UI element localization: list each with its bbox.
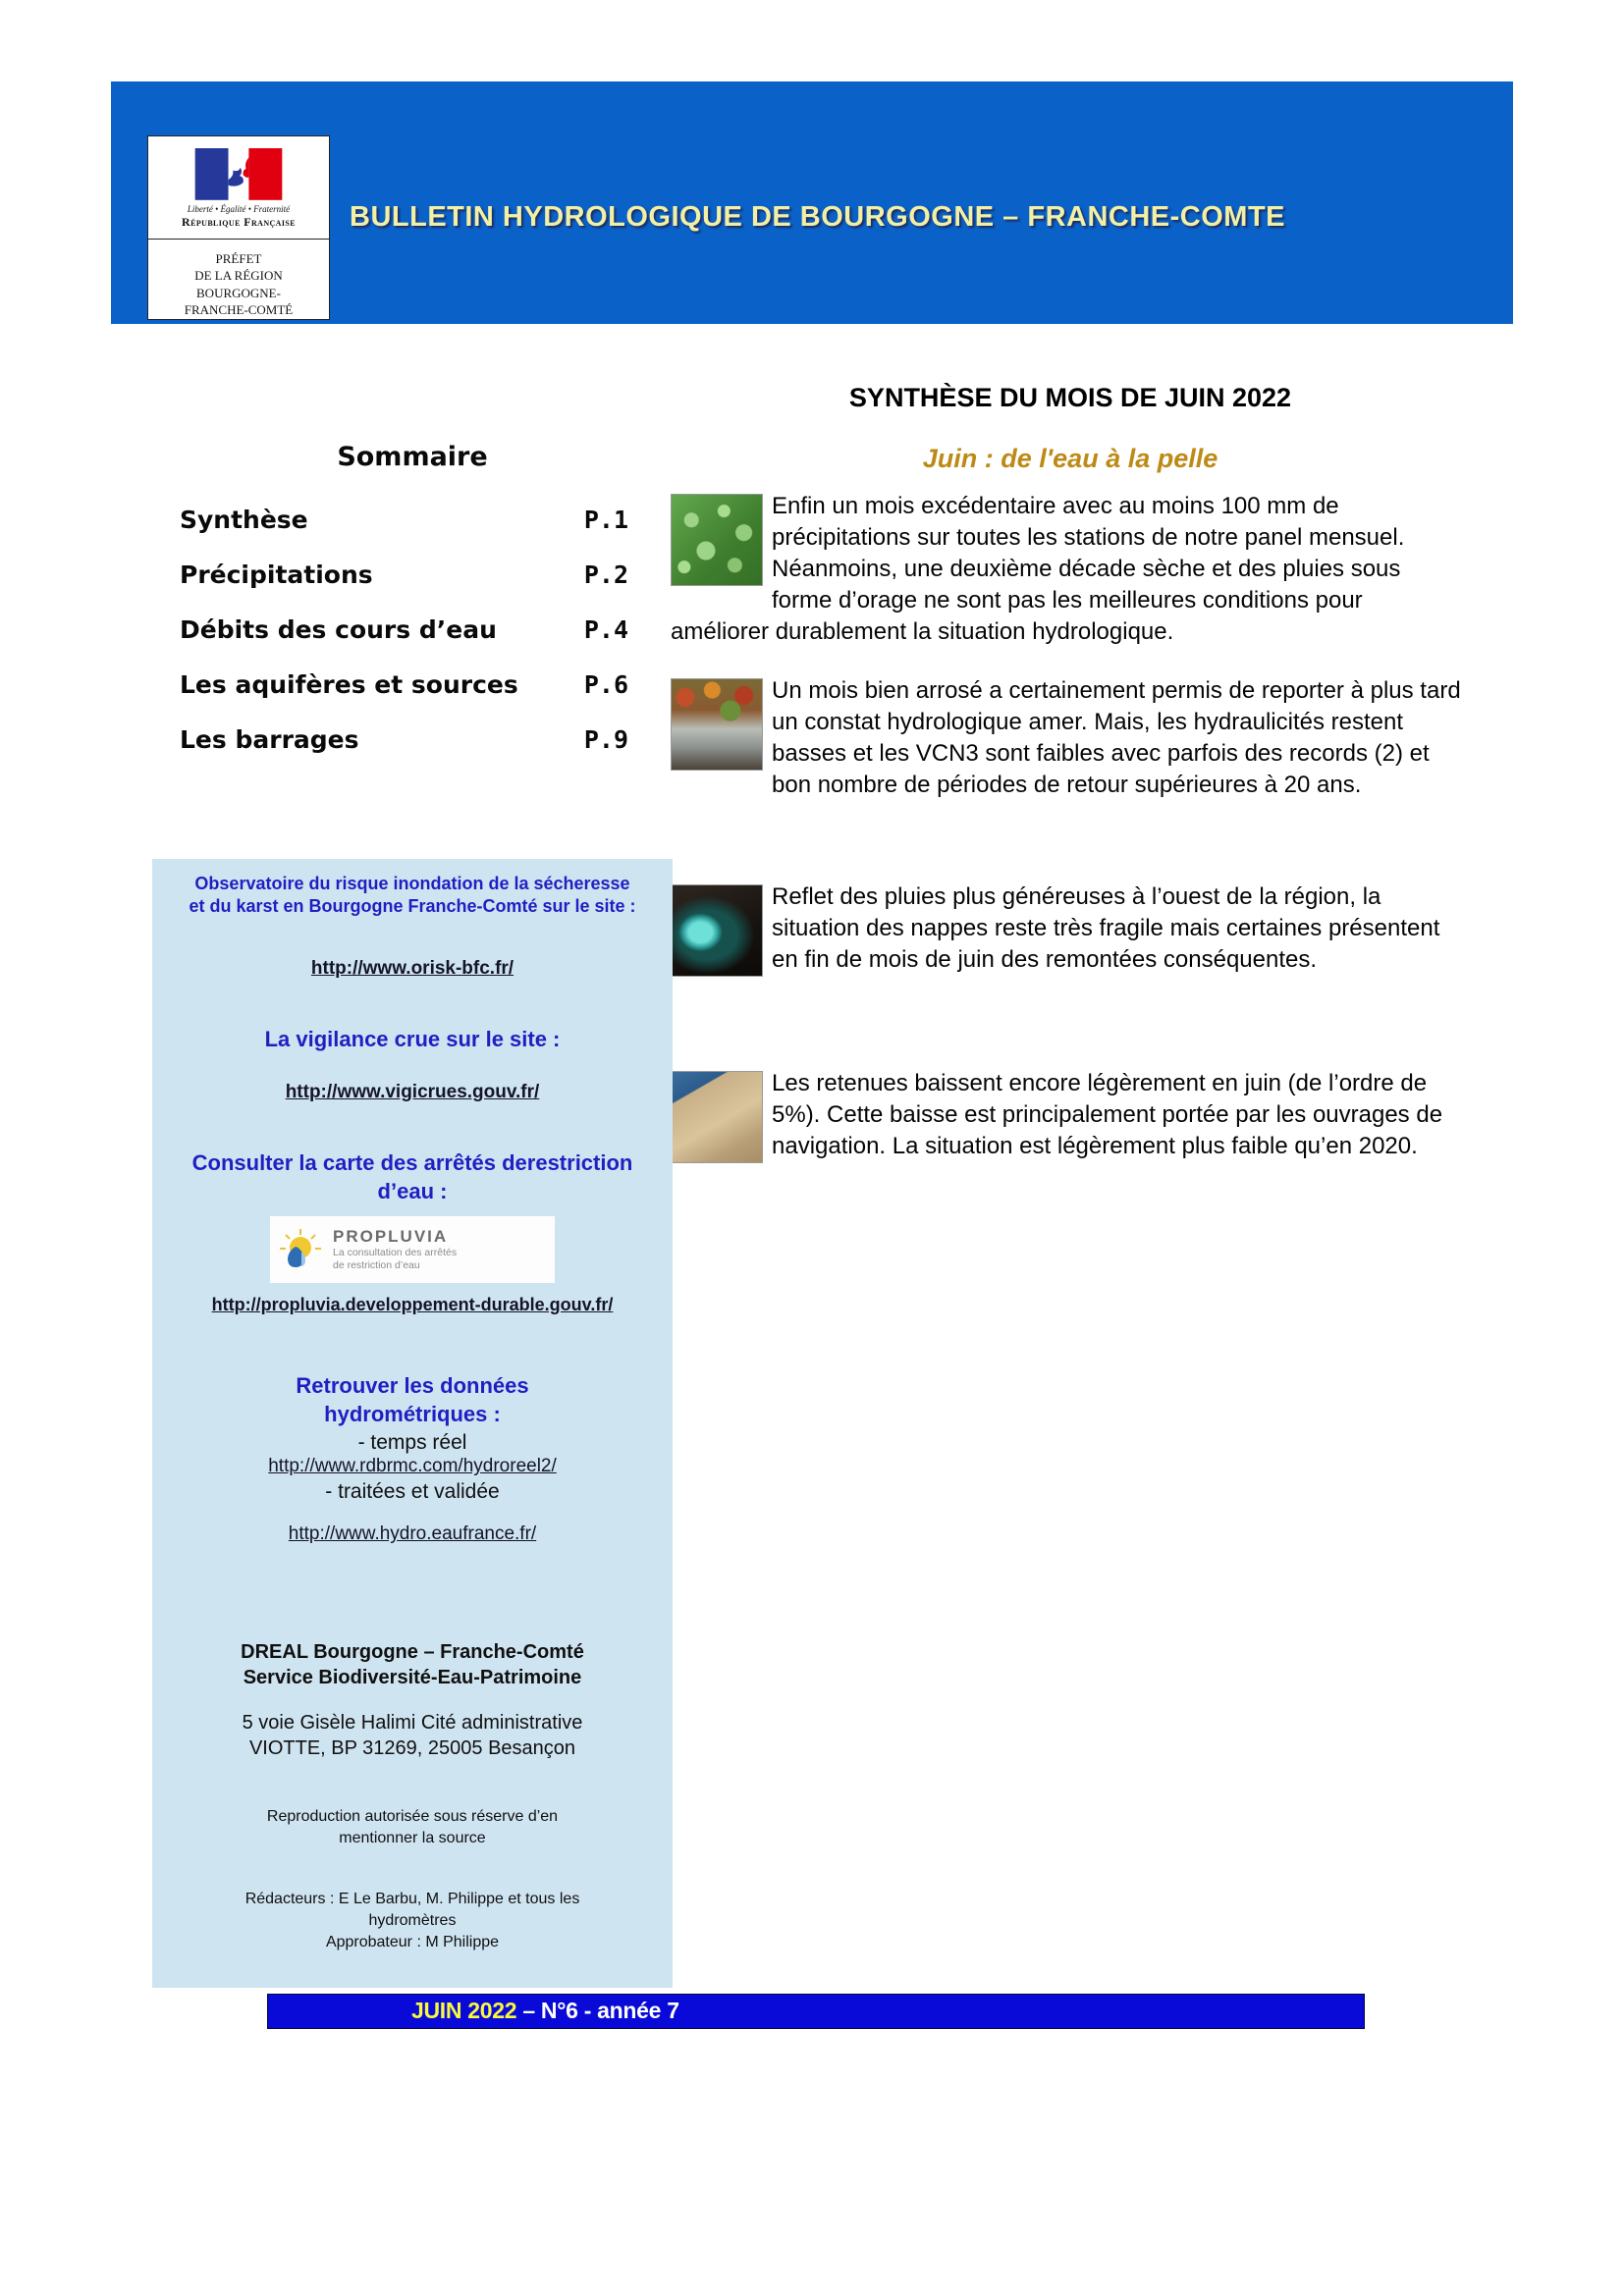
paragraph-text: Enfin un mois excédentaire avec au moins 100 mm de précipitations sur toutes les stations de notre panel mensuel. Néanmoins, une deuxième décade sèche et des pluies sous forme d’orage ne sont pas les meilleures conditions pour améliorer durablement la situation hydrologique. [671, 493, 1405, 645]
address-line: VIOTTE, BP 31269, 25005 Besançon [248, 1737, 576, 1760]
hydroreel-link[interactable]: http://www.rdbrmc.com/hydroreel2/ [268, 1456, 557, 1477]
paragraph-text: Un mois bien arrosé a certainement permis de reporter à plus tard un constat hydrologique amer. Mais, les hydraulicités restent basses et les VCN3 sont faibles avec parfois des records (2) et bon nombre de périodes de retour supérieures à 20 ans. [772, 677, 1461, 798]
paragraph-text: Reflet des pluies plus généreuses à l’ouest de la région, la situation des nappes reste très fragile mais certaines présentent en fin de mois de juin des remontées conséquentes. [772, 883, 1440, 973]
vigicrues-link[interactable]: http://www.vigicrues.gouv.fr/ [285, 1081, 540, 1102]
logo-motto: Liberté • Égalité • Fraternité [187, 203, 291, 214]
karst-cave-image [671, 884, 763, 977]
propluvia-name: PROPLUVIA [333, 1227, 449, 1247]
address-line: 5 voie Gisèle Halimi Cité administrative [242, 1712, 583, 1735]
propluvia-tagline: La consultation des arrêtés [333, 1247, 458, 1259]
paragraph-barrages [671, 1068, 1461, 1167]
sommaire-heading: Sommaire [337, 442, 488, 472]
prefect-line: FRANCHE-COMTÉ [184, 302, 294, 318]
footer-issue-number: – N°6 - année 7 [516, 1998, 679, 2023]
dam-image [671, 1071, 763, 1163]
sidebar-info-box [152, 859, 673, 1988]
dreal-block [152, 1639, 673, 1690]
sommaire-item-debits[interactable] [180, 615, 628, 670]
sommaire-item-label: Débits des cours d’eau [180, 615, 497, 644]
sommaire-item-page: P.2 [583, 561, 628, 589]
reproduction-note: Reproduction autorisée sous réserve d’en mentionner la source [266, 1808, 559, 1846]
sommaire-item-page: P.6 [583, 670, 628, 699]
footer-issue-text [411, 1995, 679, 2027]
paragraph-precipitations [671, 491, 1461, 648]
paragraph-nappes [671, 881, 1461, 981]
dreal-service: Service Biodiversité-Eau-Patrimoine [243, 1667, 582, 1689]
orisk-link[interactable]: http://www.orisk-bfc.fr/ [310, 957, 514, 979]
observatory-heading: Observatoire du risque inondation de la sécheresse et du karst en Bourgogne Franche-Comté sur le site : [189, 874, 636, 917]
restriction-heading: Consulter la carte des arrêtés derestriction d’eau : [191, 1149, 633, 1204]
sommaire-item-label: Les aquifères et sources [180, 670, 518, 699]
vigilance-heading: La vigilance crue sur le site : [264, 1026, 561, 1051]
sommaire-item-page: P.9 [583, 725, 628, 754]
propluvia-text [333, 1227, 457, 1272]
paragraph-text: Les retenues baissent encore légèrement en juin (de l’ordre de 5%). Cette baisse est principalement portée par les ouvrages de navigation. La situation est légèrement plus faible qu’en 2020. [772, 1070, 1443, 1159]
hydro-data-heading: Retrouver les données hydrométriques : [296, 1373, 529, 1426]
address-block [152, 1710, 673, 1761]
sommaire-item-aquiferes[interactable] [180, 670, 628, 725]
validated-label: - traitées et validée [325, 1480, 500, 1504]
paragraph-debits [671, 675, 1461, 801]
eaufrance-link[interactable]: http://www.hydro.eaufrance.fr/ [288, 1523, 537, 1545]
sommaire-item-label: Synthèse [180, 506, 308, 534]
editors-line: Rédacteurs : E Le Barbu, M. Philippe et tous les hydromètres [244, 1890, 580, 1929]
sommaire-list [180, 506, 628, 780]
sommaire-item-page: P.1 [583, 506, 628, 534]
sommaire-item-page: P.4 [583, 615, 628, 644]
propluvia-link[interactable]: http://propluvia.developpement-durable.gouv.fr/ [211, 1295, 614, 1315]
misty-river-image [671, 678, 763, 771]
leaf-raindrops-image [671, 494, 763, 586]
approver-line: Approbateur : M Philippe [325, 1934, 500, 1951]
propluvia-logo[interactable] [270, 1216, 555, 1283]
prefect-line: PRÉFET [215, 250, 262, 266]
republique-francaise-logo [147, 135, 330, 320]
marianne-flag-icon [192, 148, 285, 200]
prefect-line: BOURGOGNE- [196, 285, 281, 300]
bulletin-title: BULLETIN HYDROLOGIQUE DE BOURGOGNE – FRANCHE-COMTE [350, 201, 1286, 233]
logo-prefect-block [185, 250, 294, 319]
propluvia-sun-drop-icon [278, 1227, 323, 1272]
dreal-name: DREAL Bourgogne – Franche-Comté [241, 1641, 584, 1664]
logo-divider [148, 239, 329, 240]
sommaire-item-synthese[interactable] [180, 506, 628, 561]
footer-issue-bar [267, 1994, 1365, 2029]
header-band [111, 81, 1513, 324]
synthesis-heading: SYNTHÈSE DU MOIS DE JUIN 2022 [848, 383, 1292, 412]
sommaire-item-label: Précipitations [180, 561, 373, 589]
synthesis-subheading: Juin : de l'eau à la pelle [922, 444, 1218, 473]
realtime-label: - temps réel [357, 1431, 467, 1455]
sommaire-item-label: Les barrages [180, 725, 359, 754]
logo-republic: République Française [182, 214, 296, 229]
sommaire-item-precipitations[interactable] [180, 561, 628, 615]
editors-block [201, 1889, 623, 1954]
footer-issue-month: JUIN 2022 [411, 1998, 517, 2023]
prefect-line: DE LA RÉGION [194, 268, 283, 284]
propluvia-tagline: de restriction d’eau [333, 1259, 420, 1272]
sommaire-item-barrages[interactable] [180, 725, 628, 780]
